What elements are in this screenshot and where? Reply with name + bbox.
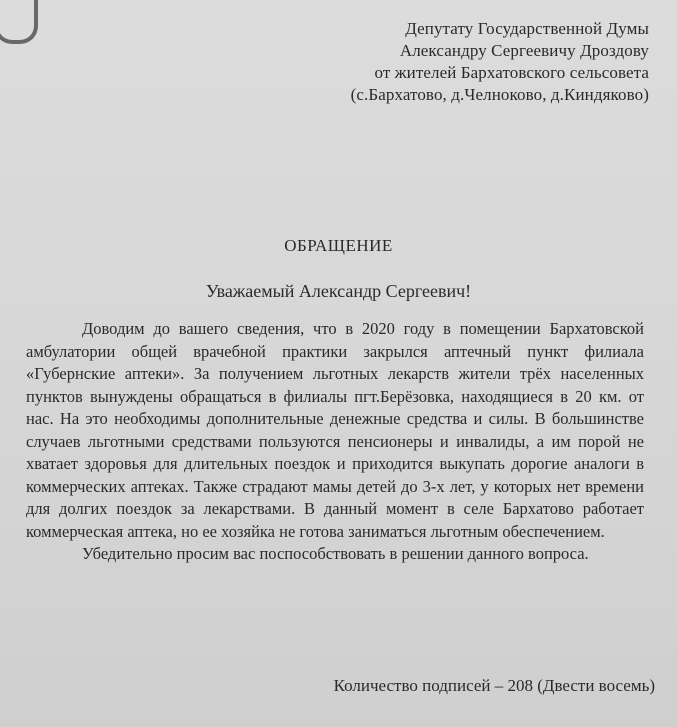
recipient-line: Депутату Государственной Думы: [405, 19, 649, 38]
recipient-line: (с.Бархатово, д.Челноково, д.Киндяково): [350, 85, 649, 104]
paragraph: Доводим до вашего сведения, что в 2020 году в помещении Бархатовской амбулатории общей врачебной практики закрылся аптечный пункт филиала «Губернские аптеки». За получением льготных лекарств жители трёх населенных пунктов вынуждены обращаться в филиалы пгт.Берёзовка, находящиеся в 20 км. от нас. На это необходимы дополнительные денежные средства и силы. В большинстве случаев льготными средствами пользуются пенсионеры и инвалиды, а им порой не хватает здоровья для длительных поездок и приходится выкупать дорогие аналоги в коммерческих аптеках. Также страдают мамы детей до 3-х лет, у которых нет времени для долгих поездок за лекарствами. В данный момент в селе Бархатово работает коммерческая аптека, но ее хозяйка не готова заниматься льготным обеспечением.: [26, 319, 644, 541]
signature-count: Количество подписей – 208 (Двести восемь): [333, 676, 655, 695]
paper-clip: [0, 0, 38, 44]
recipient-block: [351, 18, 649, 106]
document-title: ОБРАЩЕНИЕ: [284, 236, 393, 255]
recipient-line: Александру Сергеевичу Дроздову: [399, 41, 649, 60]
greeting: Уважаемый Александр Сергеевич!: [205, 281, 472, 301]
recipient-line: от жителей Бархатовского сельсовета: [374, 63, 649, 82]
appeal-body: [26, 318, 644, 566]
paragraph: Убедительно просим вас поспособствовать в решении данного вопроса.: [82, 544, 589, 563]
